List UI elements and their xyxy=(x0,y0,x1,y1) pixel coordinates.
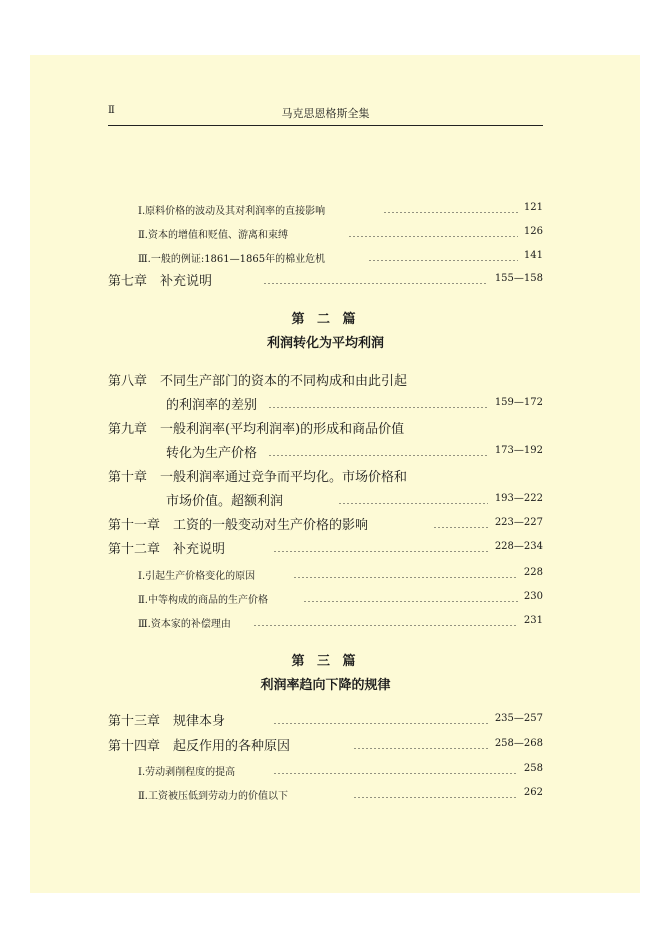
leader-dots xyxy=(353,748,488,749)
leader-dots xyxy=(303,601,518,602)
leader-dots xyxy=(368,260,518,261)
part-title: 利润转化为平均利润 xyxy=(266,336,384,351)
toc-chapter[interactable] xyxy=(108,538,543,558)
leader-dots xyxy=(348,236,518,237)
toc-entry[interactable] xyxy=(108,246,543,266)
toc-entry-page: 258 xyxy=(523,763,543,774)
chapter-label: 第十章 一般利润率通过竞争而平均化。市场价格和 xyxy=(108,470,408,485)
toc-entry-label: Ⅰ.引起生产价格变化的原因 xyxy=(138,571,256,582)
toc-entry-label: Ⅱ.资本的增值和贬值、游离和束缚 xyxy=(138,230,288,241)
toc-entry[interactable] xyxy=(108,759,543,779)
leader-dots xyxy=(273,773,518,774)
chapter-label: 第九章 一般利润率(平均利润率)的形成和商品价值 xyxy=(108,422,405,437)
leader-dots xyxy=(263,283,488,284)
toc-chapter-continued[interactable] xyxy=(108,442,543,462)
toc-entry[interactable] xyxy=(108,611,543,631)
chapter-page-range: 173—192 xyxy=(494,445,543,456)
leader-dots xyxy=(273,551,488,552)
page-header xyxy=(108,105,543,126)
leader-dots xyxy=(253,625,518,626)
chapter-label: 第八章 不同生产部门的资本的不同构成和由此引起 xyxy=(108,374,408,389)
chapter-page-range: 235—257 xyxy=(494,713,543,724)
toc-chapter[interactable] xyxy=(108,710,543,730)
toc-entry[interactable] xyxy=(108,198,543,218)
chapter-page-range: 193—222 xyxy=(494,493,543,504)
toc-chapter-continued[interactable] xyxy=(108,394,543,414)
chapter-page-range: 223—227 xyxy=(494,517,543,528)
leader-dots xyxy=(293,577,518,578)
part-heading: 第 三 篇 xyxy=(291,654,360,669)
leader-dots xyxy=(383,212,518,213)
toc-entry-label: Ⅰ.劳动剥削程度的提高 xyxy=(138,767,236,778)
leader-dots xyxy=(268,455,488,456)
chapter-label: 第十一章 工资的一般变动对生产价格的影响 xyxy=(108,518,369,533)
leader-dots xyxy=(268,407,488,408)
toc-entry-label: Ⅲ.资本家的补偿理由 xyxy=(138,619,231,630)
toc-entry-label: Ⅲ.一般的例证:1861—1865年的棉业危机 xyxy=(138,254,326,265)
toc-chapter-continued[interactable] xyxy=(108,490,543,510)
toc-entry-page: 230 xyxy=(523,591,543,602)
toc-entry[interactable] xyxy=(108,587,543,607)
toc-entry[interactable] xyxy=(108,563,543,583)
leader-dots xyxy=(433,527,488,528)
toc-entry-label: Ⅱ.中等构成的商品的生产价格 xyxy=(138,595,268,606)
toc-chapter[interactable] xyxy=(108,466,543,486)
chapter-label-continued: 的利润率的差别 xyxy=(166,398,258,413)
leader-dots xyxy=(353,797,518,798)
chapter-label-continued: 市场价值。超额利润 xyxy=(166,494,284,509)
part-title: 利润率趋向下降的规律 xyxy=(260,678,391,693)
chapter-label: 第十三章 规律本身 xyxy=(108,714,226,729)
book-title: 马克思恩格斯全集 xyxy=(281,107,370,120)
toc-entry-page: 126 xyxy=(523,226,543,237)
chapter-page-range: 258—268 xyxy=(494,738,543,749)
toc-chapter[interactable] xyxy=(108,514,543,534)
chapter-page-range: 228—234 xyxy=(494,541,543,552)
toc-chapter[interactable] xyxy=(108,270,543,290)
toc-entry-page: 228 xyxy=(523,567,543,578)
part-heading: 第 二 篇 xyxy=(291,312,360,327)
toc-entry-page: 141 xyxy=(523,250,543,261)
toc-entry-label: Ⅱ.工资被压低到劳动力的价值以下 xyxy=(138,791,288,802)
toc-entry-page: 262 xyxy=(523,787,543,798)
chapter-page-range: 159—172 xyxy=(494,397,543,408)
toc-chapter[interactable] xyxy=(108,370,543,390)
toc-entry-label: Ⅰ.原料价格的波动及其对利润率的直接影响 xyxy=(138,206,326,217)
toc-entry[interactable] xyxy=(108,783,543,803)
toc-entry[interactable] xyxy=(108,222,543,242)
leader-dots xyxy=(338,503,488,504)
chapter-page-range: 155—158 xyxy=(494,273,543,284)
chapter-label-continued: 转化为生产价格 xyxy=(166,446,258,461)
toc-entry-page: 231 xyxy=(523,615,543,626)
toc-entry-page: 121 xyxy=(523,202,543,213)
chapter-label: 第十二章 补充说明 xyxy=(108,542,226,557)
leader-dots xyxy=(273,723,488,724)
page-number: Ⅱ xyxy=(108,105,115,116)
chapter-label: 第七章 补充说明 xyxy=(108,274,213,289)
chapter-label: 第十四章 起反作用的各种原因 xyxy=(108,739,291,754)
toc-chapter[interactable] xyxy=(108,735,543,755)
toc-chapter[interactable] xyxy=(108,418,543,438)
